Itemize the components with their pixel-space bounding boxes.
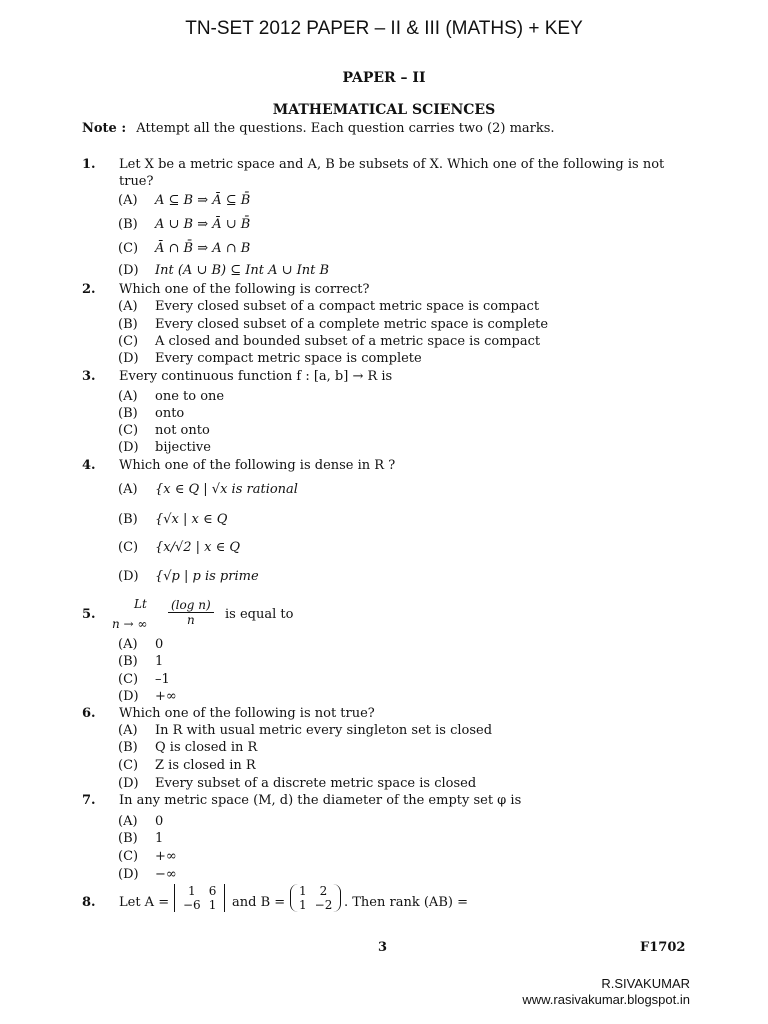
q4-option-d bbox=[118, 568, 259, 585]
option-label: (D) bbox=[118, 776, 139, 791]
option-label: (D) bbox=[118, 867, 139, 882]
q1-option-b bbox=[118, 216, 250, 233]
option-text: 1 bbox=[155, 654, 164, 669]
question-5 bbox=[82, 598, 482, 634]
q2-option-d bbox=[118, 350, 422, 367]
q4-option-a bbox=[118, 481, 298, 498]
option-text: not onto bbox=[155, 423, 210, 438]
option-text: Every subset of a discrete metric space is closed bbox=[155, 776, 477, 791]
question-number: 1. bbox=[82, 157, 96, 172]
option-text: In R with usual metric every singleton set is closed bbox=[155, 723, 493, 738]
option-text: Every compact metric space is complete bbox=[155, 351, 422, 366]
option-text: –1 bbox=[155, 672, 170, 687]
option-text: +∞ bbox=[155, 689, 177, 704]
option-text: {x ∈ Q | √x is rational bbox=[155, 482, 298, 497]
question-text: is equal to bbox=[225, 607, 294, 622]
q1-option-a bbox=[118, 192, 250, 209]
limit-fraction bbox=[168, 598, 214, 627]
option-text: one to one bbox=[155, 389, 225, 404]
q3-option-d bbox=[118, 439, 211, 456]
option-label: (B) bbox=[118, 831, 138, 846]
q2-option-a bbox=[118, 298, 539, 315]
option-text: bijective bbox=[155, 440, 211, 455]
option-label: (B) bbox=[118, 406, 138, 421]
q4-option-c bbox=[118, 539, 240, 556]
option-label: (D) bbox=[118, 351, 139, 366]
question-number: 7. bbox=[82, 793, 96, 808]
option-text: onto bbox=[155, 406, 185, 421]
option-text: 0 bbox=[155, 637, 164, 652]
matrix-cell: 1 bbox=[299, 898, 307, 912]
credit bbox=[460, 976, 690, 1008]
option-text: Int (A ∪ B) ⊆ Int A ∪ Int B bbox=[155, 263, 330, 278]
matrix-cell: 1 bbox=[299, 884, 307, 898]
q1-option-c bbox=[118, 240, 250, 257]
q2-option-b bbox=[118, 316, 548, 333]
page-number: 3 bbox=[378, 940, 388, 955]
option-text: Z is closed in R bbox=[155, 758, 256, 773]
option-text: {√x | x ∈ Q bbox=[155, 512, 228, 527]
note-text: Attempt all the questions. Each question carries two (2) marks. bbox=[136, 121, 555, 136]
option-label: (A) bbox=[118, 723, 138, 738]
matrix-cell: 1 bbox=[208, 898, 217, 912]
question-number: 6. bbox=[82, 706, 96, 721]
question-text: Which one of the following is correct? bbox=[119, 282, 370, 297]
question-text: Which one of the following is dense in R ? bbox=[119, 458, 396, 473]
matrix-b bbox=[290, 884, 341, 912]
option-label: (B) bbox=[118, 512, 138, 527]
q5-option-d bbox=[118, 688, 177, 705]
limit-label: Lt bbox=[134, 597, 147, 611]
q3-option-b bbox=[118, 405, 184, 422]
question-text: In any metric space (M, d) the diameter of the empty set φ is bbox=[119, 793, 522, 808]
question-text: Every continuous function f : [a, b] → R is bbox=[119, 369, 393, 384]
option-text: 0 bbox=[155, 814, 164, 829]
question-number: 2. bbox=[82, 282, 96, 297]
subject-title: MATHEMATICAL SCIENCES bbox=[272, 102, 496, 118]
q3-option-a bbox=[118, 388, 224, 405]
option-label: (D) bbox=[118, 569, 139, 584]
q2-option-c bbox=[118, 333, 540, 350]
option-label: (B) bbox=[118, 217, 138, 232]
option-label: (C) bbox=[118, 334, 139, 349]
question-text-post: . Then rank (AB) = bbox=[344, 895, 468, 910]
q6-option-d bbox=[118, 775, 476, 792]
fraction-denominator: n bbox=[186, 613, 195, 627]
option-text: Q is closed in R bbox=[155, 740, 258, 755]
matrix-cell: 2 bbox=[319, 884, 328, 898]
q4-option-b bbox=[118, 511, 227, 528]
q5-option-b bbox=[118, 653, 163, 670]
option-label: (A) bbox=[118, 299, 138, 314]
q3-option-c bbox=[118, 422, 210, 439]
option-label: (A) bbox=[118, 814, 138, 829]
option-label: (A) bbox=[118, 193, 138, 208]
option-text: +∞ bbox=[155, 849, 177, 864]
matrix-a bbox=[174, 884, 225, 912]
matrix-cell: −6 bbox=[183, 898, 201, 912]
option-label: (C) bbox=[118, 241, 139, 256]
q1-option-d bbox=[118, 262, 329, 279]
matrix-cell: −2 bbox=[314, 898, 333, 912]
question-text-pre: Let A = bbox=[119, 895, 170, 910]
option-label: (A) bbox=[118, 637, 138, 652]
paper-label: PAPER – II bbox=[342, 70, 426, 86]
option-label: (C) bbox=[118, 423, 139, 438]
option-label: (D) bbox=[118, 689, 139, 704]
q6-option-b bbox=[118, 739, 257, 756]
option-label: (B) bbox=[118, 740, 138, 755]
option-text: 1 bbox=[155, 831, 164, 846]
q7-option-b bbox=[118, 830, 163, 847]
q5-option-a bbox=[118, 636, 163, 653]
option-label: (A) bbox=[118, 482, 138, 497]
question-8 bbox=[82, 882, 682, 922]
option-label: (D) bbox=[118, 263, 139, 278]
option-text: A ⊆ B ⇒ Ā ⊆ B̄ bbox=[155, 193, 251, 208]
question-text: Which one of the following is not true? bbox=[119, 706, 375, 721]
document-header: TN-SET 2012 PAPER – II & III (MATHS) + KEY bbox=[185, 18, 583, 39]
question-number: 4. bbox=[82, 458, 96, 473]
credit-name: R.SIVAKUMAR bbox=[601, 976, 690, 991]
option-label: (B) bbox=[118, 654, 138, 669]
question-text: Let X be a metric space and A, B be subsets of X. Which one of the following is not true? bbox=[119, 157, 665, 189]
q7-option-a bbox=[118, 813, 163, 830]
fraction-numerator: (log n) bbox=[168, 598, 214, 613]
option-text: Every closed subset of a complete metric space is complete bbox=[155, 317, 549, 332]
matrix-cell: 1 bbox=[188, 884, 196, 898]
option-label: (A) bbox=[118, 389, 138, 404]
q7-option-c bbox=[118, 848, 177, 865]
option-label: (D) bbox=[118, 440, 139, 455]
option-text: {√p | p is prime bbox=[155, 569, 259, 584]
option-text: A ∪ B ⇒ Ā ∪ B̄ bbox=[155, 217, 251, 232]
question-number: 5. bbox=[82, 607, 96, 622]
option-text: {x/√2 | x ∈ Q bbox=[155, 540, 241, 555]
q5-option-c bbox=[118, 671, 170, 688]
q7-option-d bbox=[118, 866, 177, 883]
option-text: Ā ∩ B̄ ⇒ A ∩ B bbox=[155, 241, 251, 256]
q6-option-a bbox=[118, 722, 492, 739]
credit-site: www.rasivakumar.blogspot.in bbox=[522, 992, 690, 1007]
option-label: (C) bbox=[118, 672, 139, 687]
option-label: (B) bbox=[118, 317, 138, 332]
question-text-mid: and B = bbox=[232, 895, 286, 910]
limit-subscript: n → ∞ bbox=[112, 617, 148, 631]
option-label: (C) bbox=[118, 849, 139, 864]
matrix-cell: 6 bbox=[208, 884, 217, 898]
q6-option-c bbox=[118, 757, 256, 774]
option-text: −∞ bbox=[155, 867, 177, 882]
paper-code: F1702 bbox=[640, 940, 686, 955]
option-text: Every closed subset of a compact metric space is compact bbox=[155, 299, 540, 314]
question-number: 3. bbox=[82, 369, 96, 384]
note bbox=[82, 121, 555, 136]
note-label: Note : bbox=[82, 121, 127, 136]
option-label: (C) bbox=[118, 758, 139, 773]
option-label: (C) bbox=[118, 540, 139, 555]
question-number: 8. bbox=[82, 895, 96, 910]
option-text: A closed and bounded subset of a metric space is compact bbox=[155, 334, 541, 349]
